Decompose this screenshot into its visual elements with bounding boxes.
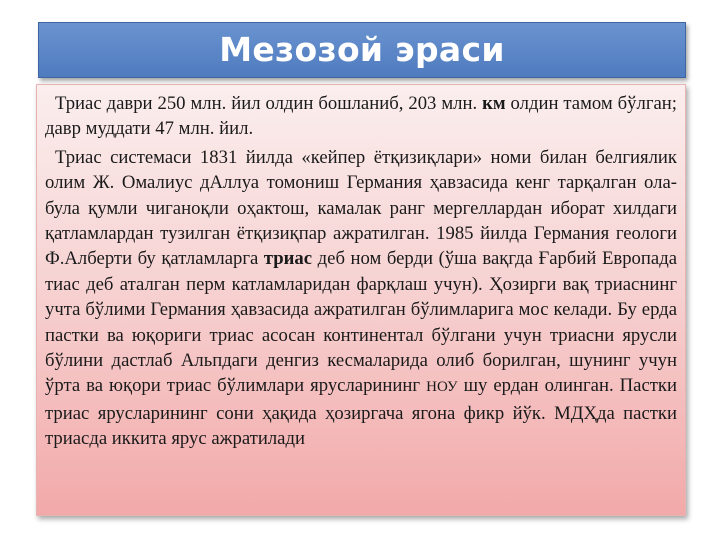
paragraph-2-text-b: деб ном берди (ўша вақгда Ғарбий Европада тиас деб аталган перм катламларидан фарқлаш учун). Ҳозирги вақ триаснинг учта бўлими Германия ҳавзасида ажратилган бўлимларига мос келади. Бу ерда пастки ва юқориги триас асосан континентал бўлгани учун триасни ярусли бўлини дастлаб Альпдаги денгиз кесмаларида олиб борилган, шунинг учун ўрта ва юқори триас бўлимлари ярусларининг: [45, 248, 677, 397]
paragraph-2-bold: триас: [263, 248, 313, 270]
title-bar: [38, 22, 686, 78]
slide-title: Мезозой эраси: [219, 29, 505, 69]
paragraph-2-small: НОУ: [426, 379, 458, 396]
paragraph-2: [45, 145, 677, 452]
paragraph-2-text-c: шу ердан олинган. Пастки триас ярусларининг сони ҳақида ҳозиргача ягона фикр йўк. МДҲда пастки триасда иккита ярус ажратилади: [45, 375, 677, 450]
paragraph-2-text-a: Триас системаси 1831 йилда «кейпер ётқизиқлари» номи билан белгиялик олим Ж. Омалиус дАллуа томониш Германия ҳавзасида кенг тарқалган ола-була қумли чиганоқли оҳактош, камалак ранг мергеллардан иборат хилдаги қатламлардан тузилган ётқизиқпар ажратилган. 1985 йилда Германия геологи Ф.Алберти бу қатламларга: [45, 146, 677, 270]
paragraph-1-text-a: Триас даври 250 млн. йил олдин бошланиб, 203 млн.: [55, 93, 483, 114]
paragraph-1: [45, 91, 677, 142]
paragraph-1-bold: км: [482, 93, 506, 114]
content-box: [36, 84, 686, 516]
paragraph-1-text-b: олдин тамом бўлган; давр муддати 47 млн. йил.: [45, 93, 678, 140]
